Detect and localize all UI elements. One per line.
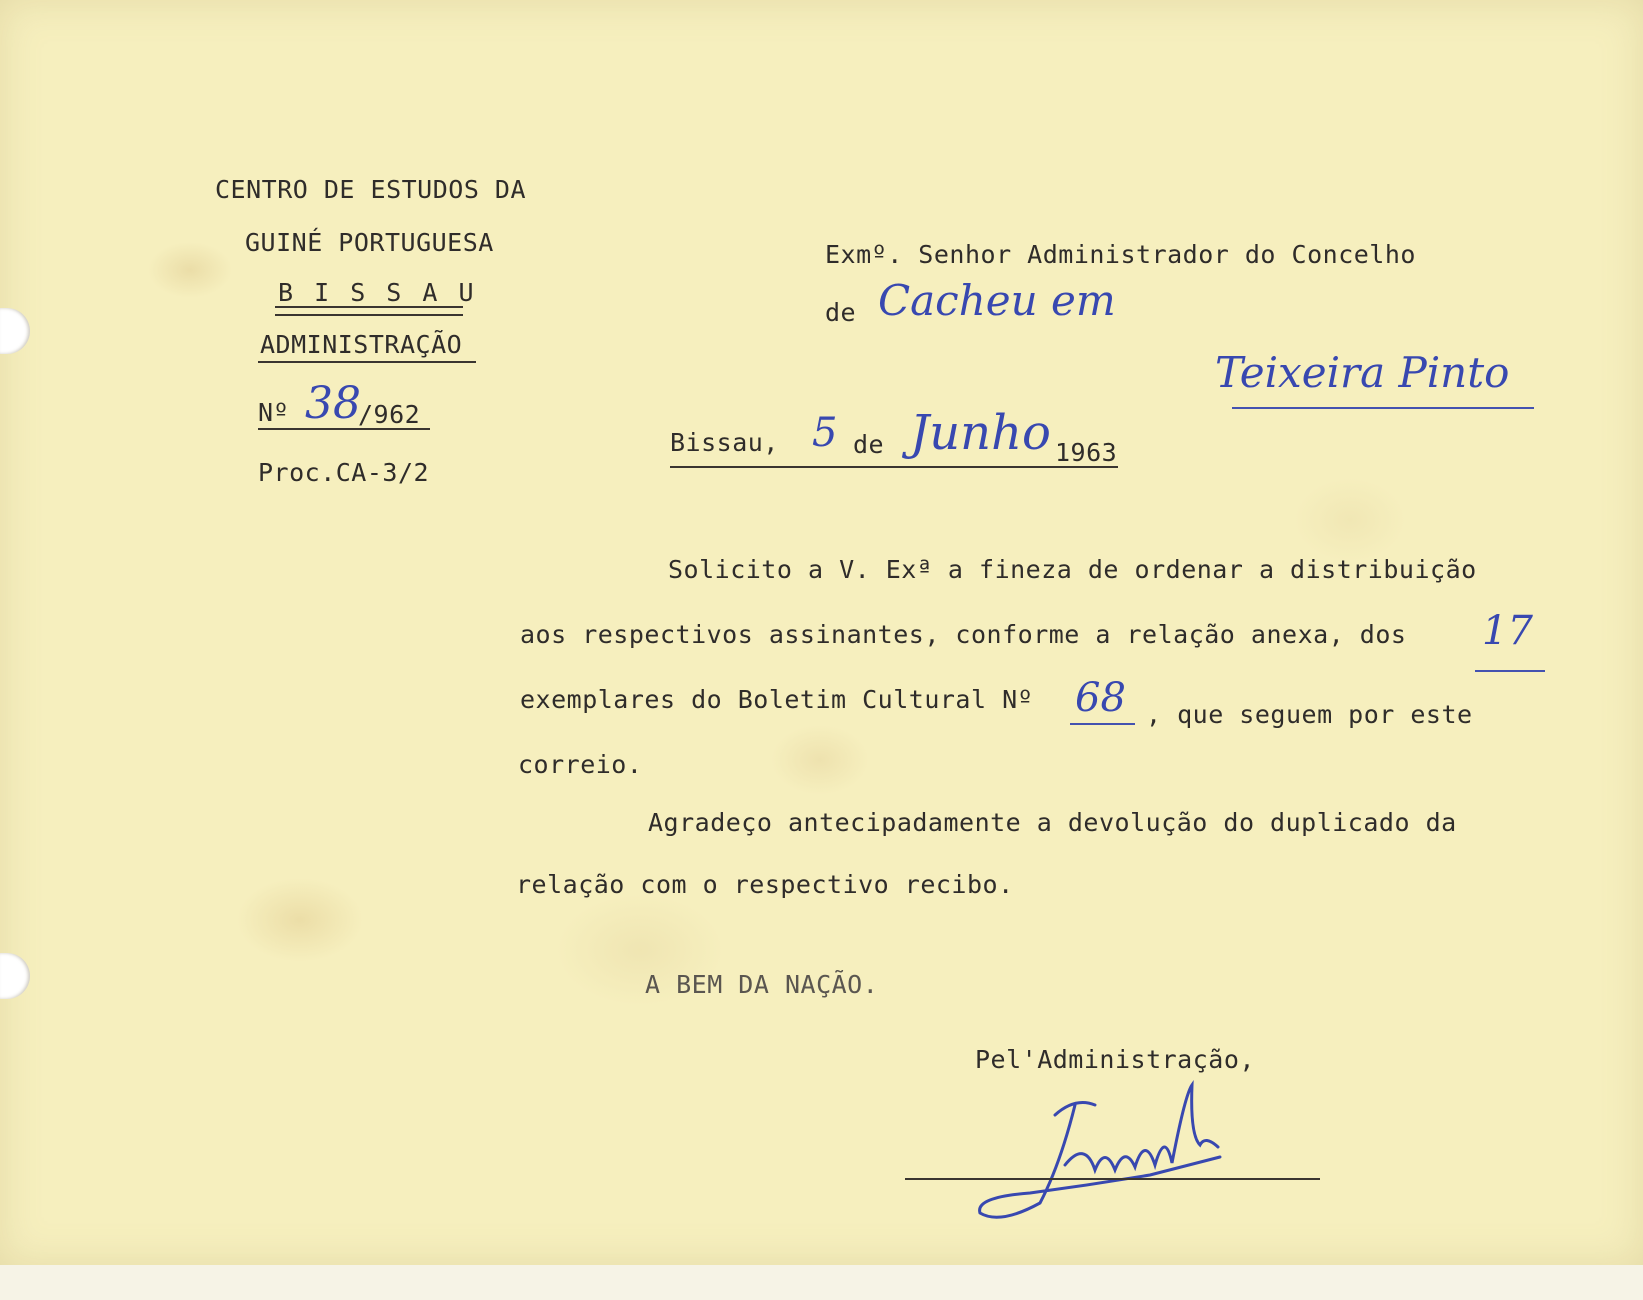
sender-department-underline bbox=[258, 361, 476, 363]
addressee-name-underline bbox=[1232, 407, 1534, 409]
sender-city: B I S S A U bbox=[278, 278, 477, 307]
addressee-title: Exmº. Senhor Administrador do Concelho bbox=[825, 240, 1416, 269]
process-reference: Proc.CA-3/2 bbox=[258, 458, 430, 487]
sender-department: ADMINISTRAÇÃO bbox=[260, 330, 463, 359]
bulletin-number-underline bbox=[1070, 723, 1135, 725]
reference-number-underline bbox=[258, 428, 430, 430]
signature-image bbox=[900, 1075, 1340, 1225]
sender-city-underline-2 bbox=[275, 314, 463, 316]
bulletin-number-handwritten: 68 bbox=[1075, 675, 1126, 721]
date-city: Bissau, bbox=[670, 428, 779, 457]
closing-signoff: Pel'Administração, bbox=[975, 1045, 1255, 1074]
body-paragraph-2-line-1: Agradeço antecipadamente a devolução do duplicado da bbox=[648, 808, 1457, 837]
body-paragraph-1-line-1: Solicito a V. Exª a fineza de ordenar a distribuição bbox=[668, 555, 1477, 584]
copies-count-handwritten: 17 bbox=[1482, 608, 1533, 654]
addressee-place-handwritten: Cacheu em bbox=[878, 276, 1116, 325]
date-underline bbox=[670, 466, 1118, 468]
sender-city-underline-1 bbox=[275, 306, 463, 308]
body-paragraph-1-line-4: correio. bbox=[518, 750, 643, 779]
addressee-name-handwritten: Teixeira Pinto bbox=[1215, 348, 1510, 397]
date-day-handwritten: 5 bbox=[812, 410, 838, 456]
closing-salutation: A BEM DA NAÇÃO. bbox=[645, 970, 879, 999]
date-month-handwritten: Junho bbox=[910, 405, 1051, 461]
body-paragraph-1-line-2: aos respectivos assinantes, conforme a relação anexa, dos bbox=[520, 620, 1407, 649]
reference-number-prefix: Nº bbox=[258, 398, 290, 427]
sender-line-2: GUINÉ PORTUGUESA bbox=[245, 228, 494, 257]
punch-hole-top bbox=[0, 308, 30, 354]
signature-line bbox=[905, 1178, 1320, 1180]
body-paragraph-1-line-3b: , que seguem por este bbox=[1146, 700, 1473, 729]
reference-number-year: /962 bbox=[358, 400, 421, 429]
sender-line-1: CENTRO DE ESTUDOS DA bbox=[215, 175, 527, 204]
copies-count-underline bbox=[1475, 670, 1545, 672]
body-paragraph-1-line-3a: exemplares do Boletim Cultural Nº bbox=[520, 685, 1034, 714]
date-year: 1963 bbox=[1055, 438, 1118, 467]
addressee-de: de bbox=[825, 298, 857, 327]
body-paragraph-2-line-2: relação com o respectivo recibo. bbox=[516, 870, 1014, 899]
date-de: de bbox=[853, 430, 885, 459]
punch-hole-bottom bbox=[0, 953, 30, 999]
reference-number-handwritten: 38 bbox=[305, 378, 361, 429]
